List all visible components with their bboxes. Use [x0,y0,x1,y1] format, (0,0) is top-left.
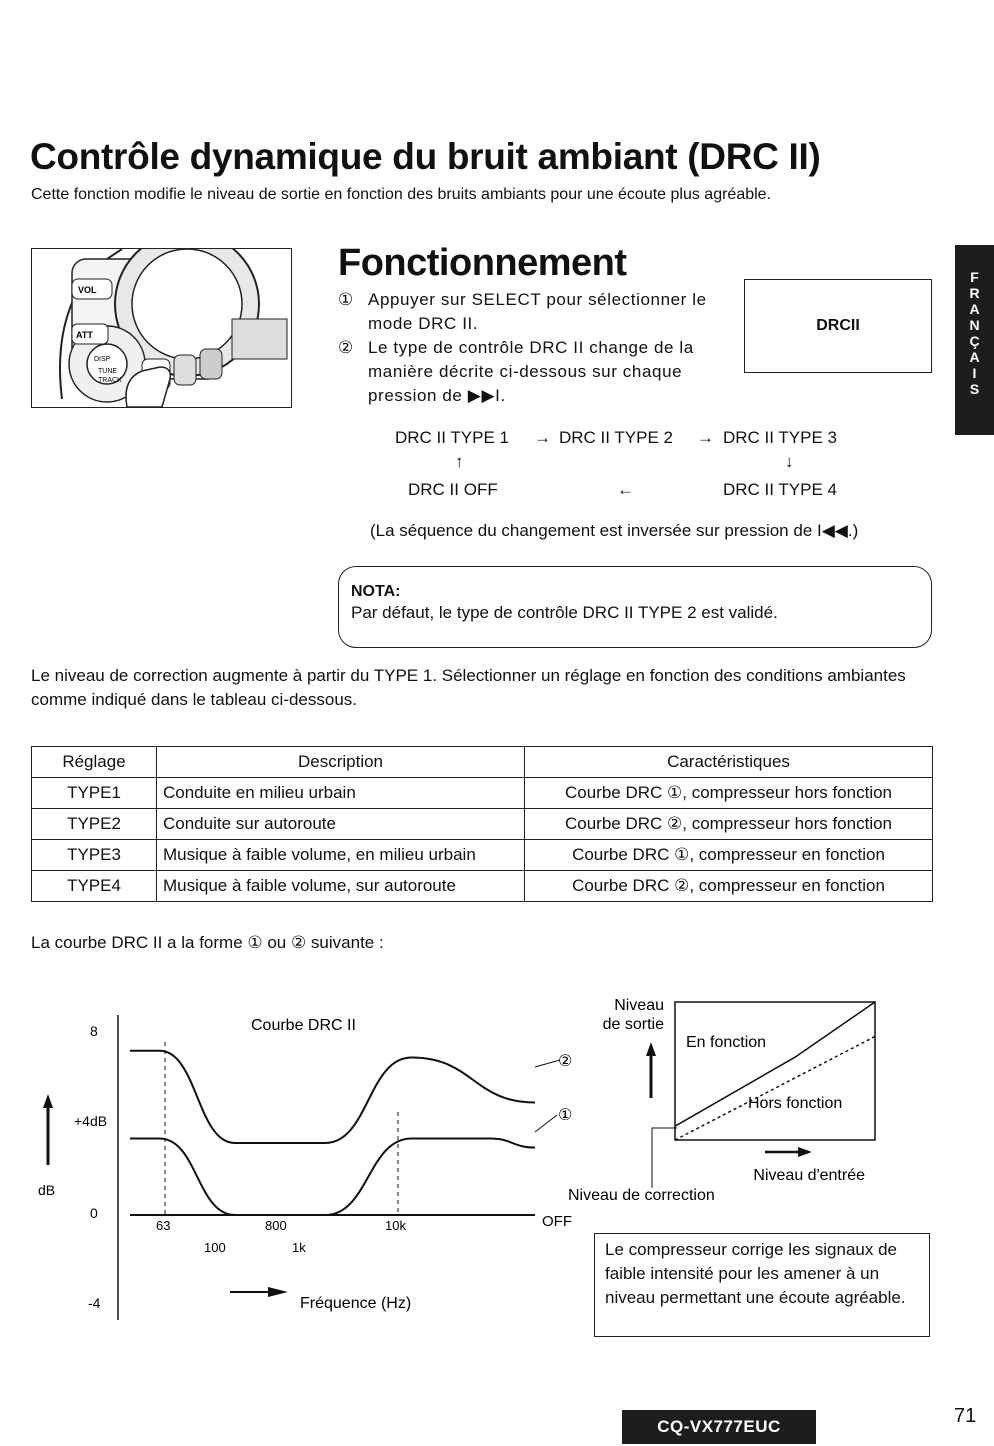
comp-x-arrow-head [798,1147,812,1157]
car-stereo-drawing [32,249,291,407]
table-row [32,871,933,902]
x-tick-label: 100 [204,1240,226,1255]
table-row [32,778,933,809]
x-tick-label: 10k [385,1218,406,1233]
comp-xlabel: Niveau d'entrée [753,1167,865,1184]
leader-curve-2 [535,1060,560,1067]
compressor-description: Le compresseur corrige les signaux de faible intensité pour les amener à un niveau permettant une écoute agréable. [594,1233,930,1337]
leader-curve-1 [535,1115,557,1132]
comp-hors-fonction-label: Hors fonction [748,1095,843,1112]
language-tab-letter: F [970,269,979,285]
compressor-chart [560,990,890,1215]
settings-table [31,746,933,902]
comp-y-arrow-head [646,1042,656,1056]
table-cell: Musique à faible volume, en milieu urbain [157,840,525,871]
page-title: Contrôle dynamique du bruit ambiant (DRC II) [30,136,821,177]
nota-text: Par défaut, le type de contrôle DRC II TYPE 2 est validé. [351,603,778,622]
seq-off: DRC II OFF [408,480,498,499]
nota-title: NOTA: [351,583,401,600]
seq-arrow: → [534,428,551,447]
seq-arrow-down: ↓ [785,452,794,471]
table-cell: Courbe DRC ②, compresseur hors fonction [525,809,933,840]
x-tick-label: 63 [156,1218,171,1233]
display-preview [744,279,932,373]
y-tick-label: 8 [90,1023,98,1039]
correction-leader [652,1128,677,1188]
y-tick-label: -4 [88,1295,101,1311]
correction-paragraph: Le niveau de correction augmente à partir du TYPE 1. Sélectionner un réglage en fonction des conditions ambiantes comme indiqué dans le tableau ci-dessous. [31,666,906,709]
disp-label: DISP [94,356,111,363]
x-axis-label: Fréquence (Hz) [300,1295,412,1312]
seq-type3: DRC II TYPE 3 [723,428,837,447]
table-cell: Conduite en milieu urbain [157,778,525,809]
seq-arrow-left: ← [617,480,634,499]
display-text: DRCII [816,317,860,334]
x-tick-label: 1k [292,1240,306,1255]
x-tick-label: 800 [265,1218,287,1233]
seq-type1: DRC II TYPE 1 [395,428,509,447]
table-header-row [32,747,933,778]
comp-ylabel: Niveau [614,997,664,1014]
tune-label: TUNE [98,368,118,375]
chart-title: Courbe DRC II [251,1017,356,1034]
seq-type2: DRC II TYPE 2 [559,428,673,447]
step-2 [338,336,740,408]
table-cell: TYPE4 [32,871,157,902]
seq-arrow-up: ↑ [455,452,464,471]
correction-label: Niveau de correction [568,1187,715,1204]
nota-box [338,566,932,648]
table-row [32,840,933,871]
table-cell: TYPE1 [32,778,157,809]
table-cell: Conduite sur autoroute [157,809,525,840]
vol-label: VOL [78,285,97,295]
language-tab-letter: R [969,285,980,301]
table-cell: Courbe DRC ②, compresseur en fonction [525,871,933,902]
step-text: Le type de contrôle DRC II change de la manière décrite ci-dessous sur chaque pression de ▶▶I. [368,338,694,405]
device-illustration [31,248,292,408]
curve-1-line [130,1139,535,1216]
page-number: 71 [954,1405,977,1427]
step-1 [338,288,740,336]
table-header: Caractéristiques [525,747,933,778]
table-cell: TYPE2 [32,809,157,840]
table-cell: Courbe DRC ①, compresseur en fonction [525,840,933,871]
db-arrow-head [43,1094,53,1108]
curve-off-label: OFF [542,1213,572,1230]
curve-2-label: ② [558,1053,573,1070]
freq-arrow-head [268,1287,288,1297]
language-tab-letter: A [969,349,980,365]
language-tab-letter: I [972,365,977,381]
drc-curve-chart [30,990,590,1330]
y-axis-label: dB [38,1182,56,1198]
comp-en-fonction-label: En fonction [686,1034,767,1051]
seq-type4: DRC II TYPE 4 [723,480,837,499]
table-header: Description [157,747,525,778]
language-tab-letter: S [969,381,980,397]
language-tab [955,245,994,435]
page-intro: Cette fonction modifie le niveau de sortie en fonction des bruits ambiants pour une écoute plus agréable. [31,186,772,203]
sequence-note: (La séquence du changement est inversée sur pression de I◀◀.) [370,521,859,540]
curve-intro: La courbe DRC II a la forme ① ou ② suivante : [31,933,384,952]
section-heading: Fonctionnement [338,242,627,284]
track-label: TRACK [98,377,122,384]
step-number: ① [338,290,354,309]
table-cell: TYPE3 [32,840,157,871]
y-tick-label: +4dB [74,1113,108,1129]
language-tab-letter: N [969,317,980,333]
table-header: Réglage [32,747,157,778]
table-row [32,809,933,840]
steps-list [338,288,740,408]
y-tick-label: 0 [90,1205,98,1221]
att-label: ATT [76,330,93,340]
table-cell: Courbe DRC ①, compresseur hors fonction [525,778,933,809]
model-badge: CQ-VX777EUC [622,1410,816,1444]
table-cell: Musique à faible volume, sur autoroute [157,871,525,902]
sequence-diagram [395,428,865,508]
step-number: ② [338,338,354,357]
seq-arrow: → [697,428,714,447]
language-tab-letter: Ç [969,333,980,349]
language-tab-letter: A [969,301,980,317]
curve-1-label: ① [558,1107,573,1124]
curve-2-line [130,1051,535,1143]
step-text: Appuyer sur SELECT pour sélectionner le mode DRC II. [368,290,707,333]
comp-ylabel: de sortie [602,1016,664,1033]
